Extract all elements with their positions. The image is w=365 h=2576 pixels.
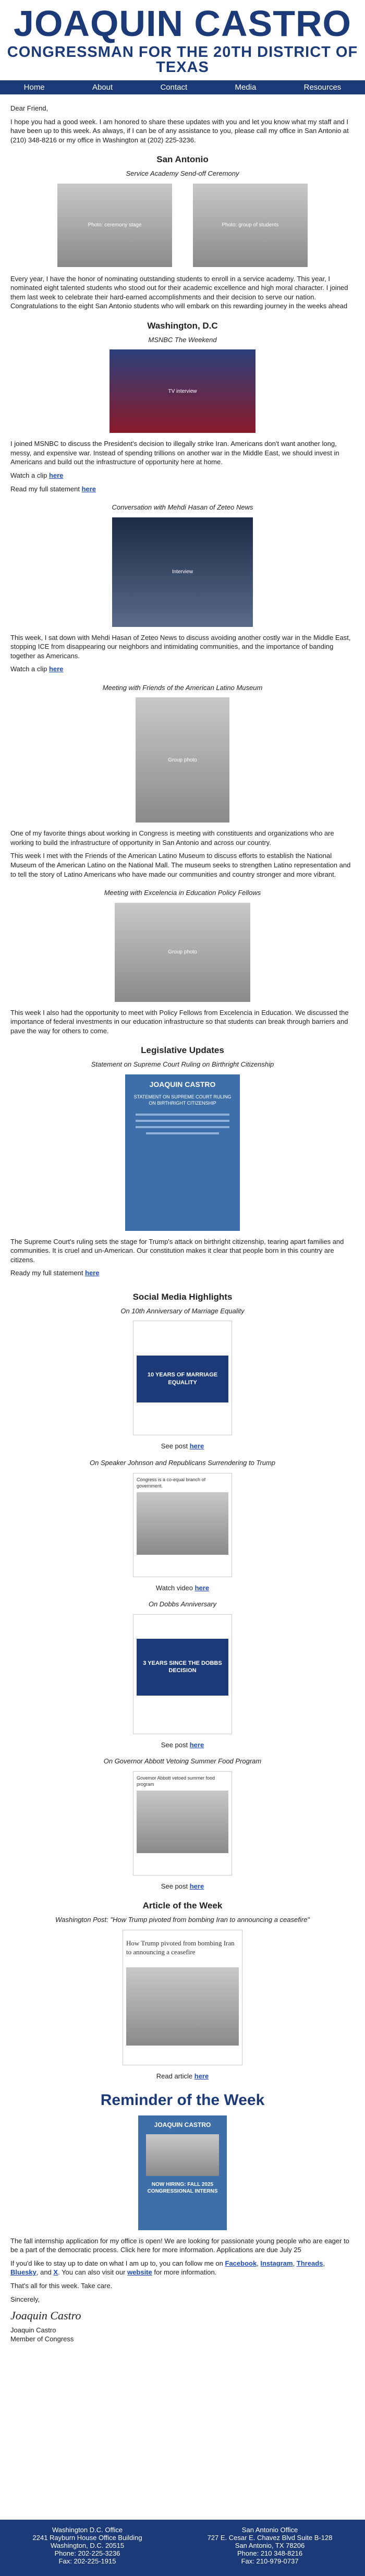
- follow-text: If you'd like to stay up to date on what I am up to, you can follow me on Facebook, Instagram, Threads, Bluesky, and X. You can also visit our website for more information.: [10, 2259, 325, 2277]
- social-link-row-3: See post here: [161, 1882, 204, 1890]
- section-article: Article of the Week: [142, 1901, 223, 1911]
- closing-name: Joaquin Castro: [10, 2326, 56, 2334]
- facebook-link[interactable]: Facebook: [225, 2259, 257, 2267]
- x-link[interactable]: X: [53, 2268, 58, 2277]
- subheading-excelencia: Meeting with Excelencia in Education Policy Fellows: [104, 889, 261, 897]
- nav-media[interactable]: Media: [235, 83, 257, 92]
- msnbc-body: I joined MSNBC to discuss the President's decision to illegally strike Iran. Americans don't want another long, messy, and expensive war. Instead of spending trillions on another war in the Middle East, we should invest in Americans and build out the infrastructure of opportunity here at home.: [10, 440, 339, 466]
- social-link-row-1: Watch video here: [155, 1583, 210, 1592]
- social-title-1: On Speaker Johnson and Republicans Surrendering to Trump: [89, 1458, 276, 1467]
- intro: I hope you had a good week. I am honored to share these updates with you and let you know what my staff and I have been up to this week. As always, if I can be of any assistance to you, please call my office in San Antonio at (210) 348-8216 or my office in Washington at (202) 225-3236.: [10, 117, 349, 144]
- header: [0, 0, 365, 80]
- brand-subtitle: CONGRESSMAN FOR THE 20TH DISTRICT OF TEXAS: [7, 44, 358, 76]
- signature: Joaquin Castro: [10, 2309, 81, 2323]
- internship-body: The fall internship application for my office is open! We are looking for passionate young people who are eager to be a part of the democratic process. Click here for more information. Applications are due July 25: [10, 2236, 349, 2254]
- zeteo-photo: Interview: [112, 517, 253, 627]
- msnbc-clip-link[interactable]: here: [48, 471, 64, 479]
- excelencia-body: This week I also had the opportunity to meet with Policy Fellows from Excelencia in Education. We discussed the importance of federal investments in our education infrastructure so that students can break through barriers and pave the way for others to come.: [10, 1008, 349, 1035]
- instagram-link[interactable]: Instagram: [260, 2259, 293, 2267]
- subheading-msnbc: MSNBC The Weekend: [148, 335, 217, 344]
- nav-resources[interactable]: Resources: [303, 83, 342, 92]
- greeting: Dear Friend,: [10, 104, 48, 112]
- birthright-body: The Supreme Court's ruling sets the stage for Trump's attack on birthright citizenship, tearing apart families and communities. It is cruel and un-American. Our constitution makes it clear that people born in this country are citizens.: [10, 1237, 344, 1264]
- social-link-3[interactable]: here: [189, 1882, 204, 1890]
- article-subheading: Washington Post: "How Trump pivoted from bombing Iran to announcing a ceasefire": [55, 1916, 310, 1924]
- threads-link[interactable]: Threads: [296, 2259, 323, 2267]
- sendoff-body: Every year, I have the honor of nominating outstanding students to enroll in a service academy. This year, I nominated eight talented students who stood out for their academic excellence and high moral character. I joined them last week to celebrate their hard-earned accomplishments and their decision to serve our nation. Congratulations to the eight San Antonio students who will embark on this rewarding journey in the weeks ahead: [10, 274, 348, 310]
- social-title-0: On 10th Anniversary of Marriage Equality: [120, 1307, 245, 1315]
- museum-body-2: This week I met with the Friends of the American Latino Museum to discuss efforts to establish the National Museum of the American Latino on the National Mall. The museum seeks to strengthen Latino representation and to tell the story of Latino Americans who have made our communities and country stronger and more vibrant.: [10, 852, 351, 878]
- sendoff-photo-2: Photo: group of students: [193, 184, 308, 267]
- zeteo-body: This week, I sat down with Mehdi Hasan of Zeteo News to discuss avoiding another costly war in the Middle East, stopping ICE from disappearing our neighbors and intimidating communities, and the importance of banding together as Americans.: [10, 633, 351, 660]
- social-link-2[interactable]: here: [189, 1740, 204, 1749]
- msnbc-statement-link[interactable]: here: [81, 485, 96, 493]
- birthright-statement-graphic: JOAQUIN CASTRO STATEMENT ON SUPREME COURT RULING ON BIRTHRIGHT CITIZENSHIP: [125, 1074, 240, 1231]
- section-washington: Washington, D.C: [147, 320, 218, 331]
- thanks: That's all for this week. Take care.: [10, 2281, 113, 2290]
- nav-bar: [0, 80, 365, 94]
- article-link[interactable]: here: [194, 2072, 209, 2080]
- bluesky-link[interactable]: Bluesky: [10, 2268, 36, 2277]
- excelencia-photo: Group photo: [115, 903, 250, 1002]
- section-legislative: Legislative Updates: [141, 1045, 224, 1056]
- subheading-sendoff: Service Academy Send-off Ceremony: [126, 170, 239, 178]
- social-card-1: Congress is a co-equal branch of government.: [133, 1473, 232, 1577]
- content: [0, 94, 365, 2344]
- zeteo-clip-link[interactable]: here: [48, 665, 64, 673]
- subheading-zeteo: Conversation with Mehdi Hasan of Zeteo News: [112, 503, 253, 512]
- social-link-row-0: See post here: [161, 1442, 204, 1450]
- internship-graphic: JOAQUIN CASTRO NOW HIRING: FALL 2025 CONGRESSIONAL INTERNS: [138, 2115, 227, 2230]
- nav-contact[interactable]: Contact: [160, 83, 188, 92]
- social-title-2: On Dobbs Anniversary: [148, 1600, 217, 1609]
- website-link[interactable]: website: [127, 2268, 152, 2277]
- zeteo-clip: Watch a clip here: [10, 665, 64, 673]
- msnbc-statement: Read my full statement here: [10, 485, 96, 493]
- museum-photo: Group photo: [136, 697, 229, 823]
- social-title-3: On Governor Abbott Vetoing Summer Food Program: [103, 1757, 262, 1765]
- signoff: Sincerely,: [10, 2295, 40, 2303]
- footer-sa-office: San Antonio Office 727 E. Cesar E. Chavez Blvd Suite B-128 San Antonio, TX 78206 Phone: 210 348-8216 Fax: 210-979-0737: [207, 2526, 333, 2565]
- nav-about[interactable]: About: [92, 83, 113, 92]
- footer: [0, 2520, 365, 2576]
- section-reminder: Reminder of the Week: [100, 2091, 265, 2109]
- social-card-2: 3 YEARS SINCE THE DOBBS DECISION: [133, 1614, 232, 1734]
- museum-body-1: One of my favorite things about working in Congress is meeting with constituents and organizations who are working to build the infrastructure of opportunity in San Antonio and across our country.: [10, 829, 334, 846]
- internship-image: [146, 2134, 219, 2176]
- footer-dc-office: Washington D.C. Office 2241 Rayburn House Office Building Washington, D.C. 20515 Phone: 202-225-3236 Fax: 202-225-1915: [32, 2526, 142, 2565]
- article-link-row: Read article here: [156, 2072, 209, 2080]
- sendoff-photos: [10, 184, 355, 267]
- birthright-statement-link[interactable]: here: [85, 1269, 100, 1277]
- section-san-antonio: San Antonio: [156, 154, 209, 165]
- social-card-1-image: [137, 1492, 228, 1555]
- social-card-3-image: [137, 1791, 228, 1853]
- section-social: Social Media Highlights: [132, 1291, 233, 1302]
- closing-role: Member of Congress: [10, 2335, 74, 2343]
- msnbc-photo: TV interview: [110, 349, 256, 433]
- social-card-3: Governor Abbott vetoed summer food program: [133, 1771, 232, 1876]
- social-card-0: 10 YEARS OF MARRIAGE EQUALITY: [133, 1321, 232, 1435]
- article-card: How Trump pivoted from bombing Iran to announcing a ceasefire: [123, 1930, 242, 2065]
- brand-name: JOAQUIN CASTRO: [14, 3, 351, 44]
- nav-home[interactable]: Home: [23, 83, 45, 92]
- subheading-museum: Meeting with Friends of the American Latino Museum: [102, 683, 263, 692]
- msnbc-clip: Watch a clip here: [10, 471, 64, 479]
- social-link-row-2: See post here: [161, 1740, 204, 1749]
- article-image: [126, 1967, 239, 2046]
- birthright-statement: Ready my full statement here: [10, 1269, 100, 1277]
- sendoff-photo-1: Photo: ceremony stage: [57, 184, 172, 267]
- subheading-birthright: Statement on Supreme Court Ruling on Birthright Citizenship: [91, 1060, 274, 1069]
- social-link-0[interactable]: here: [189, 1442, 204, 1450]
- social-link-1[interactable]: here: [194, 1583, 210, 1592]
